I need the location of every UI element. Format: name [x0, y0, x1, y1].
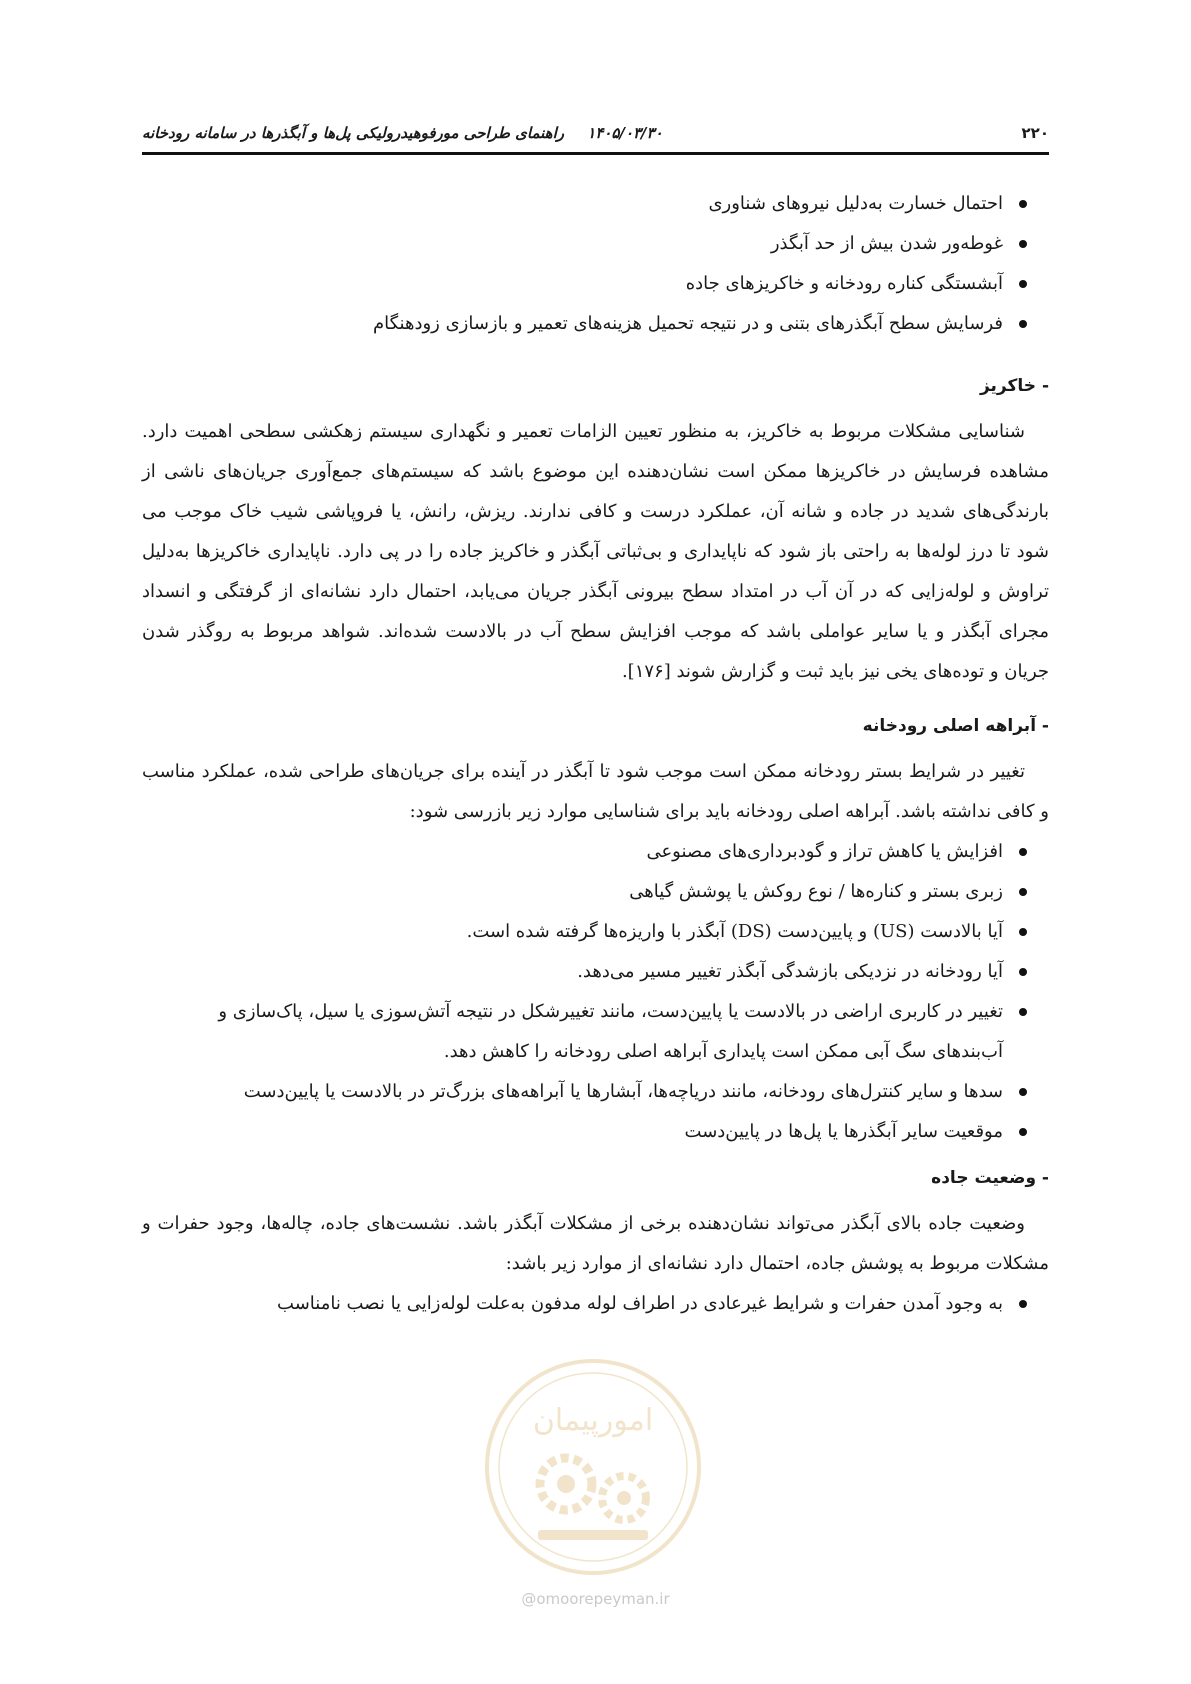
- bullet-list-road: [142, 1284, 1049, 1324]
- list-item: تغییر در کاربری اراضی در بالادست یا پایین‌دست، مانند تغییرشکل در نتیجه آتش‌سوزی یا سیل، پاک‌سازی و آب‌بندهای سگ آبی ممکن است پایداری آبراهه اصلی رودخانه را کاهش دهد.: [142, 992, 1049, 1072]
- paragraph-embankment: شناسایی مشکلات مربوط به خاکریز، به منظور تعیین الزامات تعمیر و نگهداری سیستم زهکشی سطحی اهمیت دارد. مشاهده فرسایش در خاکریزها ممکن است نشان‌دهنده این موضوع باشد که سیستم‌های جمع‌آوری جریان‌های ناشی از بارندگی‌های شدید در جاده و شانه آن، عملکرد درست و کافی ندارند. ریزش، رانش، یا فروپاشی شیب خاک موجب می شود تا درز لوله‌ها به راحتی باز شود که ناپایداری و بی‌ثباتی آبگذر و خاکریز جاده را در پی دارد. ناپایداری خاکریزها به‌دلیل تراوش و لوله‌زایی که در آن آب در امتداد سطح بیرونی آبگذر جریان می‌یابد، احتمال دارد نشانه‌ای از گرفتگی و انسداد مجرای آبگذر و یا سایر عواملی باشد که موجب افزایش سطح آب در بالادست شده‌اند. شواهد مربوط به روگذر شدن جریان و توده‌های یخی نیز باید ثبت و گزارش شوند [۱۷۶].: [142, 421, 1049, 682]
- list-item: احتمال خسارت به‌دلیل نیروهای شناوری: [142, 184, 1049, 224]
- section-heading-embankment: - خاکریز: [979, 376, 1049, 396]
- watermark-text: امورپیمان: [532, 1403, 654, 1438]
- running-header: [142, 118, 1049, 155]
- page-number: ۲۲۰: [1021, 124, 1049, 142]
- section-heading-river-channel: - آبراهه اصلی رودخانه: [862, 716, 1049, 736]
- list-item: زبری بستر و کناره‌ها / نوع روکش یا پوشش گیاهی: [142, 872, 1049, 912]
- running-title: [142, 124, 663, 142]
- bullet-list-damage: [142, 184, 1049, 344]
- list-item: فرسایش سطح آبگذرهای بتنی و در نتیجه تحمیل هزینه‌های تعمیر و بازسازی زودهنگام: [142, 304, 1049, 344]
- list-item: به وجود آمدن حفرات و شرایط غیرعادی در اطراف لوله مدفون به‌علت لوله‌زایی یا نصب نامناسب: [142, 1284, 1049, 1324]
- watermark-logo: [478, 1352, 708, 1582]
- bullet-list-river: [142, 832, 1049, 1152]
- list-item: سدها و سایر کنترل‌های رودخانه، مانند دریاچه‌ها، آبشارها یا آبراهه‌های بزرگ‌تر در بالادست یا پایین‌دست: [142, 1072, 1049, 1112]
- list-item: موقعیت سایر آبگذرها یا پل‌ها در پایین‌دست: [142, 1112, 1049, 1152]
- paragraph-road-condition: وضعیت جاده بالای آبگذر می‌تواند نشان‌دهنده برخی از مشکلات آبگذر باشد. نشست‌های جاده، چاله‌ها، وجود حفرات و مشکلات مربوط به پوشش جاده، احتمال دارد نشانه‌ای از موارد زیر باشد:: [142, 1213, 1049, 1274]
- watermark-url: @omoorepeyman.ir: [521, 1590, 670, 1608]
- list-item: آیا بالادست (US) و پایین‌دست (DS) آبگذر با واریزه‌ها گرفته شده است.: [142, 912, 1049, 952]
- section-heading-road-condition: - وضعیت جاده: [931, 1168, 1049, 1188]
- header-date: ۱۴۰۵/۰۳/۳۰: [587, 124, 663, 142]
- page-content: [142, 184, 1049, 1324]
- header-title: راهنمای طراحی مورفوهیدرولیکی پل‌ها و آبگذرها در سامانه رودخانه: [142, 124, 564, 142]
- list-item: آیا رودخانه در نزدیکی بازشدگی آبگذر تغییر مسیر می‌دهد.: [142, 952, 1049, 992]
- list-item: افزایش یا کاهش تراز و گودبرداری‌های مصنوعی: [142, 832, 1049, 872]
- list-item: آبشستگی کناره رودخانه و خاکریزهای جاده: [142, 264, 1049, 304]
- list-item: غوطه‌ور شدن بیش از حد آبگذر: [142, 224, 1049, 264]
- paragraph-river-channel: تغییر در شرایط بستر رودخانه ممکن است موجب شود تا آبگذر در آینده برای جریان‌های طراحی شده، عملکرد مناسب و کافی نداشته باشد. آبراهه اصلی رودخانه باید برای شناسایی موارد زیر بازرسی شود:: [142, 761, 1049, 822]
